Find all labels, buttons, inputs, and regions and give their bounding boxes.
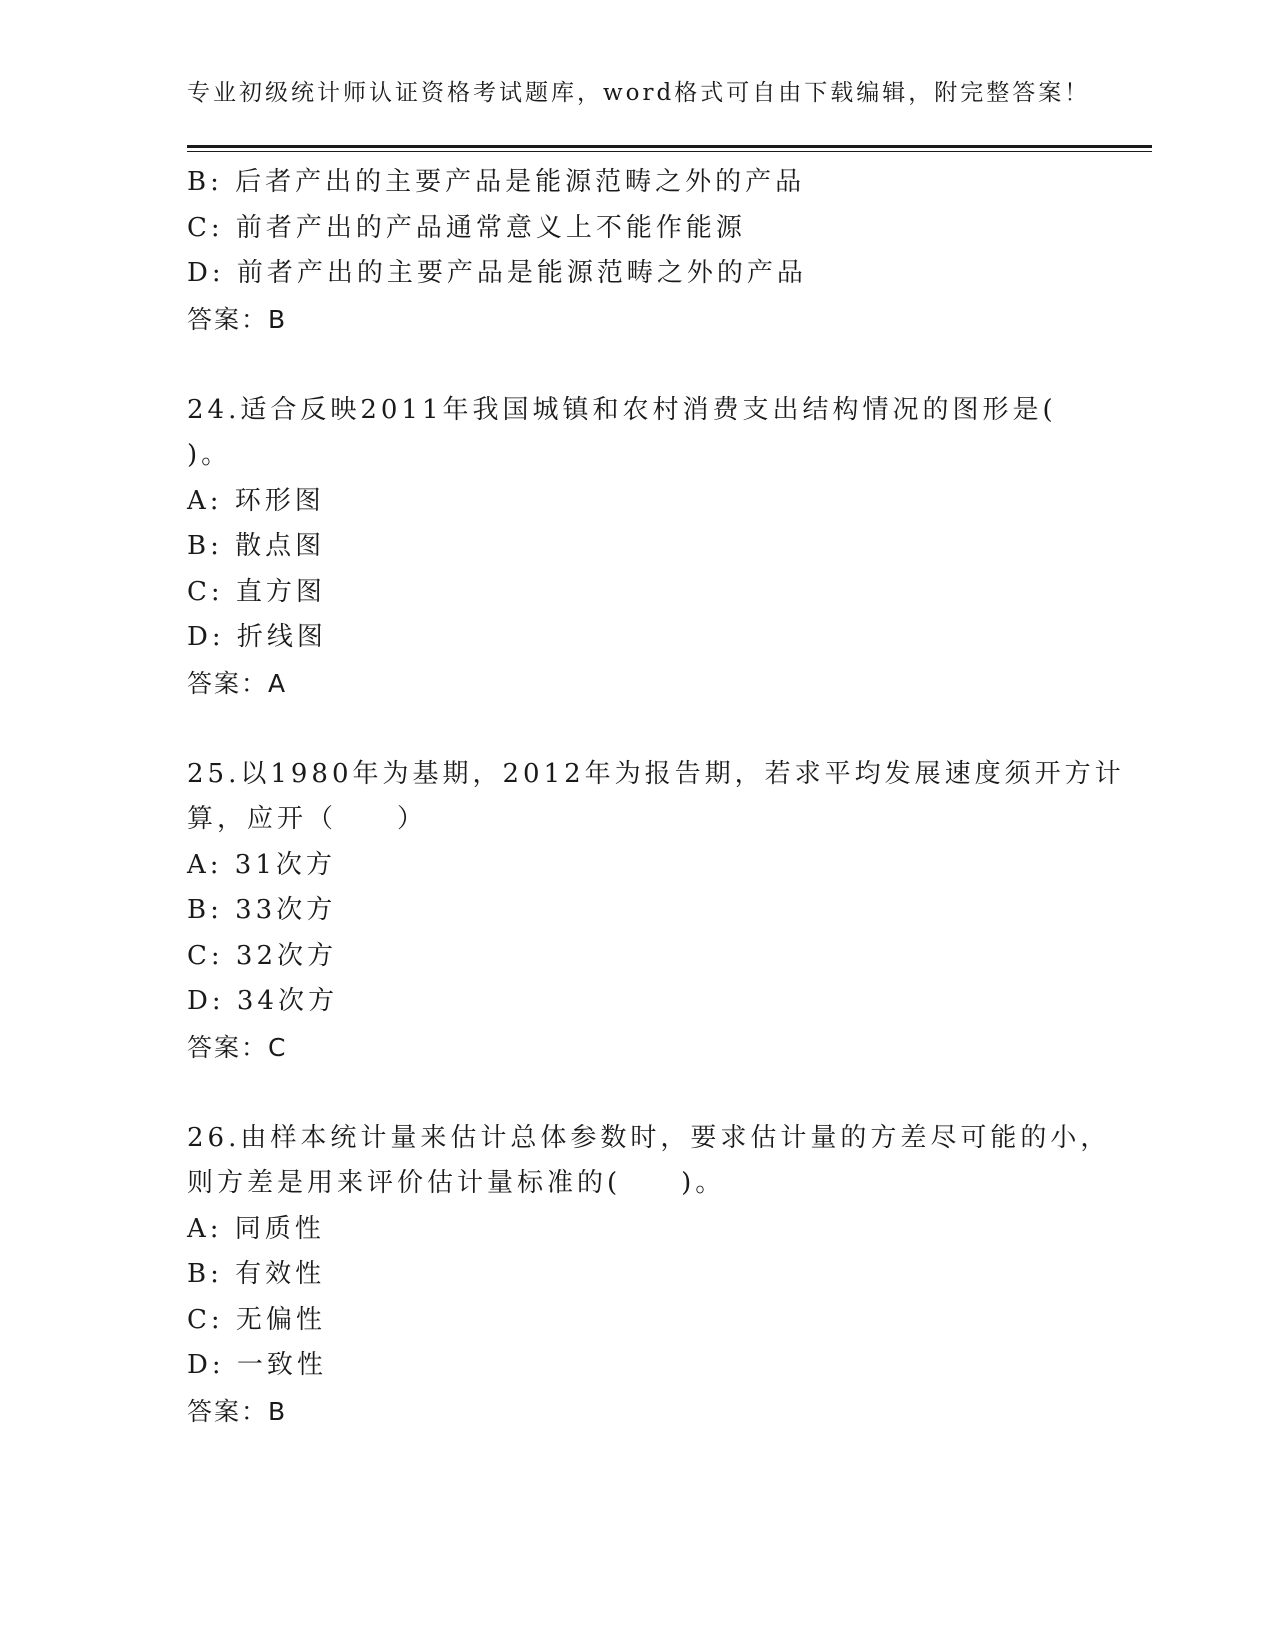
answer: 答案：A — [187, 668, 288, 698]
question-stem: 则方差是用来评价估计量标准的( )。 — [187, 1168, 726, 1198]
answer: 答案：B — [187, 1396, 288, 1426]
question-stem: 算，应开（ ） — [187, 804, 428, 834]
option-b: B: 有效性 — [187, 1259, 326, 1289]
header-rule-thin — [187, 151, 1152, 152]
spacer — [187, 1070, 1087, 1116]
question-25 — [187, 752, 1125, 1071]
answer: 答案：B — [187, 304, 288, 334]
page-header: 专业初级统计师认证资格考试题库，word格式可自由下载编辑，附完整答案！ — [187, 80, 1091, 106]
option-d: D: 前者产出的主要产品是能源范畴之外的产品 — [187, 258, 807, 288]
question-content — [187, 160, 1125, 1434]
option-c: C: 无偏性 — [187, 1304, 326, 1335]
header-rule-thick — [187, 145, 1152, 148]
answer: 答案：C — [187, 1032, 288, 1062]
question-stem: 26.由样本统计量来估计总体参数时，要求估计量的方差尽可能的小， — [187, 1122, 1111, 1153]
question-stem: 25.以1980年为基期，2012年为报告期，若求平均发展速度须开方计 — [187, 758, 1125, 789]
spacer — [187, 706, 1087, 752]
option-c: C: 32次方 — [187, 940, 338, 971]
option-c: C: 前者产出的产品通常意义上不能作能源 — [187, 212, 746, 243]
question-23-continued — [187, 160, 1087, 342]
question-stem: )。 — [187, 440, 232, 470]
option-d: D: 34次方 — [187, 986, 338, 1016]
question-26 — [187, 1116, 1111, 1435]
option-d: D: 一致性 — [187, 1350, 327, 1380]
option-b: B: 33次方 — [187, 895, 337, 925]
option-a: A: 环形图 — [187, 485, 325, 516]
spacer — [187, 342, 1087, 388]
option-a: A: 31次方 — [187, 849, 336, 880]
option-d: D: 折线图 — [187, 622, 327, 652]
option-c: C: 直方图 — [187, 576, 326, 607]
option-b: B: 散点图 — [187, 531, 326, 561]
question-stem: 24.适合反映2011年我国城镇和农村消费支出结构情况的图形是( — [187, 394, 1057, 425]
question-24 — [187, 388, 1087, 707]
option-b: B: 后者产出的主要产品是能源范畴之外的产品 — [187, 167, 806, 197]
option-a: A: 同质性 — [187, 1213, 325, 1244]
